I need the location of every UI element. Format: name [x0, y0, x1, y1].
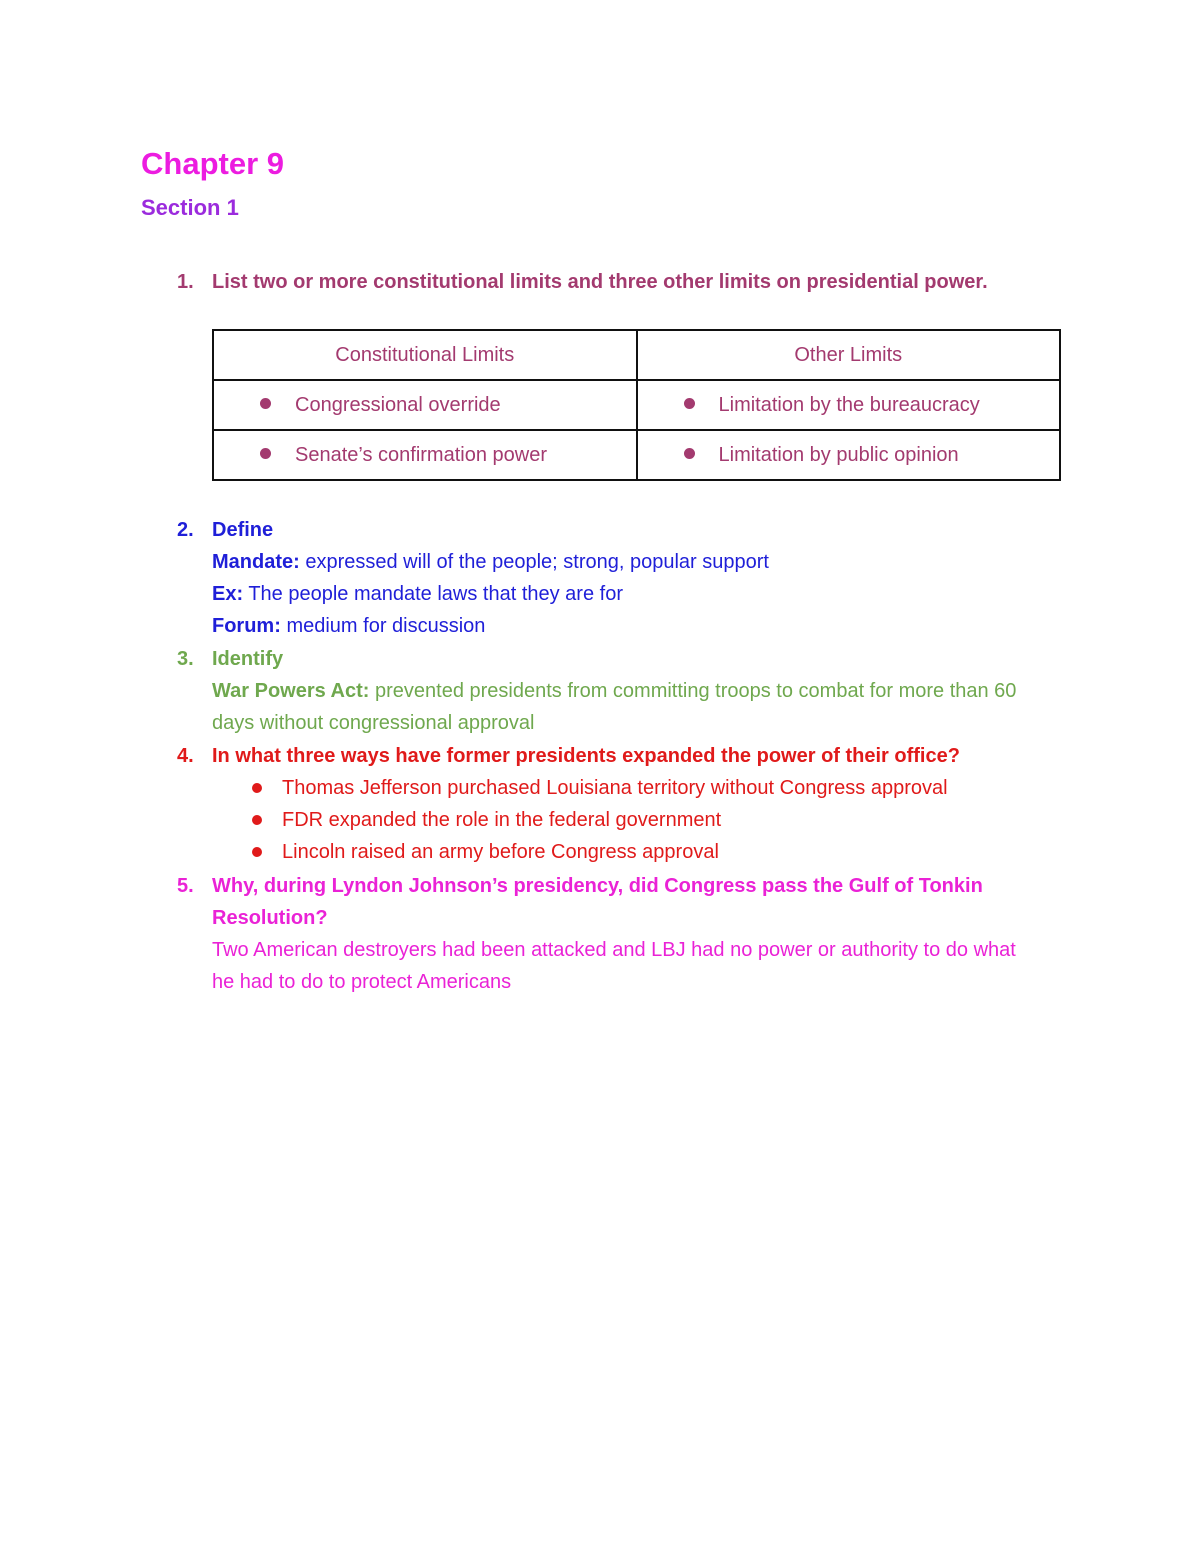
question-4-text: In what three ways have former presidents expanded the power of their office? [212, 745, 960, 767]
question-4-answers [212, 772, 1057, 868]
limits-table [212, 329, 1061, 481]
bullet-icon [252, 847, 262, 857]
example-text: The people mandate laws that they are for [243, 583, 623, 605]
example-line [212, 578, 1057, 610]
table-cell [637, 380, 1061, 430]
chapter-title: Chapter 9 [141, 146, 284, 181]
table-row [213, 430, 1060, 480]
bullet-icon [252, 815, 262, 825]
answer-text: Lincoln raised an army before Congress approval [282, 841, 719, 863]
bullet-icon [260, 448, 271, 459]
question-5-number: 5. [177, 875, 194, 897]
question-2-body [212, 514, 1057, 642]
list-item [212, 836, 1057, 868]
question-2-number: 2. [177, 519, 194, 541]
mandate-line [212, 546, 1057, 578]
example-term: Ex: [212, 583, 244, 605]
mandate-term: Mandate: [212, 551, 300, 573]
question-1 [177, 266, 1057, 298]
question-4-number: 4. [177, 745, 194, 767]
bullet-icon [684, 398, 695, 409]
war-powers-term: War Powers Act: [212, 680, 370, 702]
question-5-answer: Two American destroyers had been attacked and LBJ had no power or authority to do what he had to do to protect Americans [212, 939, 1016, 993]
war-powers-line [212, 675, 1057, 739]
bullet-icon [684, 448, 695, 459]
forum-definition: medium for discussion [280, 615, 486, 637]
question-5-text: Why, during Lyndon Johnson’s presidency, did Congress pass the Gulf of Tonkin Resolution? [212, 875, 983, 929]
list-item [212, 804, 1057, 836]
forum-term: Forum: [212, 615, 281, 637]
question-5 [177, 870, 1057, 998]
table-cell [213, 430, 637, 480]
question-1-text: List two or more constitutional limits and three other limits on presidential power. [212, 271, 988, 293]
other-limits-header: Other Limits [637, 330, 1061, 380]
answer-text: Thomas Jefferson purchased Louisiana territory without Congress approval [282, 777, 948, 799]
question-2-heading: Define [212, 519, 274, 541]
question-4 [177, 740, 1057, 868]
war-powers-definition: prevented presidents from committing troops to combat for more than 60 days without congressional approval [212, 680, 1017, 734]
bullet-icon [260, 398, 271, 409]
cell-text: Limitation by the bureaucracy [718, 393, 980, 416]
question-3-number: 3. [177, 648, 194, 670]
section-title: Section 1 [141, 195, 239, 220]
constitutional-limits-header: Constitutional Limits [213, 330, 637, 380]
table-cell [637, 430, 1061, 480]
answer-text: FDR expanded the role in the federal government [282, 809, 722, 831]
table-cell [213, 380, 637, 430]
question-4-body [212, 740, 1057, 868]
question-3-heading: Identify [212, 648, 284, 670]
cell-text: Congressional override [295, 393, 501, 416]
forum-line [212, 610, 1057, 642]
question-2 [177, 514, 1057, 642]
question-5-body [212, 870, 1057, 998]
bullet-icon [252, 783, 262, 793]
question-3 [177, 643, 1057, 739]
list-item [212, 772, 1057, 804]
table-header-row [213, 330, 1060, 380]
question-1-number: 1. [177, 271, 194, 293]
mandate-definition: expressed will of the people; strong, popular support [299, 551, 769, 573]
cell-text: Senate’s confirmation power [295, 443, 547, 466]
table-row [213, 380, 1060, 430]
cell-text: Limitation by public opinion [718, 443, 959, 466]
question-3-body [212, 643, 1057, 739]
